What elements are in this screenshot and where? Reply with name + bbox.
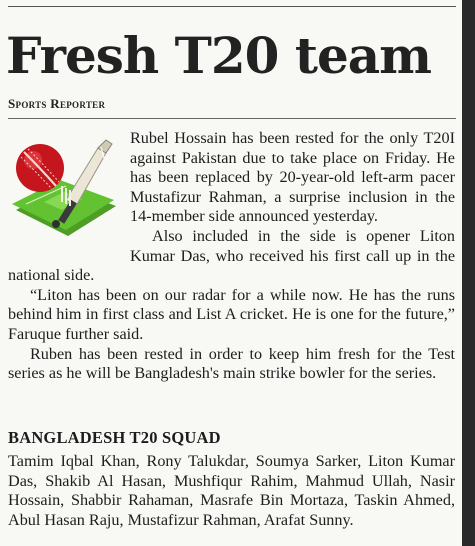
byline-rule [8,118,456,119]
squad-heading: BANGLADESH T20 SQUAD [8,428,221,447]
headline: Fresh T20 team [6,26,432,85]
paragraph-1: Rubel Hossain has been rested for the only T20I against Pakistan due to take place on Friday. He has been replaced by 20-year-old left-arm pacer Mustafizur Rahman, a surprise inclusion in the 14-member side announced yesterday. [130,129,455,226]
squad-list: Tamim Iqbal Khan, Rony Talukdar, Soumya Sarker, Liton Kumar Das, Shakib Al Hasan, Mushfiqur Rahim, Mahmud Ullah, Nasir Hossain, Shabbir Rahaman, Masrafe Bin Mortaza, Taskin Ahmed, Abul Hasan Raju, Mustafizur Rahman, Arafat Sunny. [8,452,455,529]
page-edge-bar [462,0,475,546]
cricket-ball-bat-pitch-icon [6,134,126,244]
cricket-ball [16,144,64,192]
top-rule [8,6,456,7]
paragraph-4: Ruben has been rested in order to keep him fresh for the Test series as he will be Bangladesh's main strike bowler for the series. [8,344,455,383]
paragraph-2: Also included in the side is opener Liton Kumar Das, who received his first call up in the national side. [8,226,455,285]
paragraph-3: “Liton has been on our radar for a while now. He has the runs behind him in first class and List A cricket. He is one for the future,” Faruque further said. [8,285,455,343]
byline: Sports Reporter [8,96,106,111]
